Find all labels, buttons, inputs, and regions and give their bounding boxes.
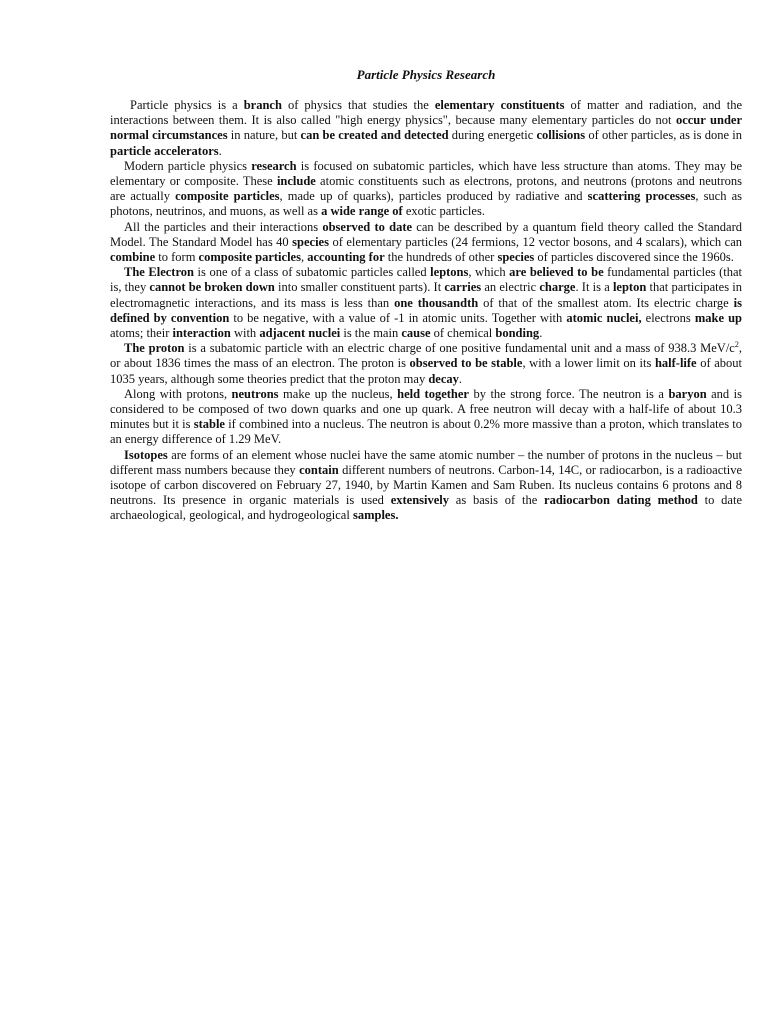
text-run: by the strong force. The neutron is a: [468, 386, 669, 401]
text-run: Modern particle physics: [124, 158, 252, 173]
text-run: .: [218, 143, 222, 158]
bold-term: The proton: [124, 341, 185, 356]
text-run: , such as photons, neutrinos, and muons, as well as: [110, 189, 743, 219]
paragraph-3: [110, 220, 742, 266]
bold-term: are believed to be: [509, 265, 604, 280]
text-run: of other particles, as is done in: [585, 128, 742, 143]
bold-term: composite particles: [198, 250, 301, 265]
text-run: are forms of an element whose nuclei have the same atomic number – the number of protons in the nucleus – but different mass numbers because they: [110, 447, 742, 477]
text-run: All the particles and their interactions: [124, 219, 323, 234]
text-run: with: [230, 326, 260, 341]
bold-term: radiocarbon dating method: [544, 493, 698, 508]
text-run: during energetic: [448, 128, 537, 143]
bold-term: can be created and detected: [300, 128, 449, 143]
bold-term: branch: [243, 98, 282, 112]
text-run: to form: [155, 250, 199, 265]
bold-term: elementary constituents: [434, 98, 565, 112]
bold-term: occur under normal circumstances: [110, 113, 742, 143]
text-run: as basis of the: [449, 493, 545, 508]
text-run: of about 1035 years, although some theories predict that the proton may: [110, 356, 742, 386]
text-run: and is considered to be composed of two down quarks and one up quark. A free neutron will decay with a half-life of about 10.3 minutes but it is: [110, 386, 742, 432]
text-run: to date archaeological, geological, and hydrogeological: [110, 493, 742, 523]
text-run: of particles discovered since the 1960s.: [534, 250, 734, 265]
text-run: of that of the smallest atom. Its electric charge: [478, 295, 734, 310]
text-run: atomic constituents such as electrons, protons, and neutrons (protons and neutrons are actually: [110, 174, 743, 204]
text-run: ,: [300, 250, 308, 265]
text-run: is one of a class of subatomic particles called: [194, 265, 431, 280]
bold-term: neutrons: [231, 386, 279, 401]
document-page: [110, 66, 742, 524]
text-run: of matter and radiation, and the interactions between them. It is also called "high energy physics", because many elementary particles do not: [110, 98, 742, 128]
text-run: can be described by a quantum field theory called the Standard Model. The Standard Model has 40: [110, 219, 742, 249]
bold-term: held together: [397, 386, 469, 401]
text-run: an electric: [481, 280, 540, 295]
paragraph-4: [110, 265, 742, 341]
text-run: is a subatomic particle with an electric charge of one positive fundamental unit and a mass of 938.3 MeV/c: [184, 341, 735, 356]
bold-term: combine: [110, 250, 156, 265]
text-run: .: [539, 326, 543, 341]
text-run: is the main: [340, 326, 402, 341]
text-run: the hundreds of other: [384, 250, 498, 265]
text-run: electrons: [641, 310, 695, 325]
text-run: fundamental particles (that is, they: [110, 265, 743, 295]
bold-term: composite particles: [175, 189, 280, 204]
bold-term: stable: [193, 417, 225, 432]
bold-term: cause: [401, 326, 431, 341]
text-run: make up the nucleus,: [278, 386, 398, 401]
bold-term: cannot be broken down: [149, 280, 275, 295]
text-run: that participates in electromagnetic interactions, and its mass is less than: [110, 280, 742, 310]
bold-term: samples.: [352, 508, 399, 523]
text-run: .: [458, 371, 463, 386]
text-run: of physics that studies the: [281, 98, 435, 112]
bold-term: contain: [299, 462, 339, 477]
text-run: atoms; their: [110, 326, 173, 341]
bold-term: make up: [694, 310, 742, 325]
bold-term: The Electron: [124, 265, 194, 280]
text-run: is focused on subatomic particles, which have less structure than atoms. They may be elementary or composite. These: [110, 158, 742, 189]
bold-term: include: [276, 174, 316, 189]
bold-term: decay: [428, 371, 459, 386]
bold-term: extensively: [390, 493, 450, 508]
superscript: 2: [734, 340, 739, 350]
text-run: to be negative, with a value of -1 in atomic units. Together with: [229, 310, 567, 325]
bold-term: particle accelerators: [110, 143, 219, 158]
bold-term: species: [497, 250, 535, 265]
bold-term: leptons: [430, 265, 469, 280]
text-run: different numbers of neutrons. Carbon-14, 14C, or radiocarbon, is a radioactive isotope of carbon discovered on February 27, 1940, by Martin Kamen and Sam Ruben. Its nucleus contains 6 protons and 8 neutrons. Its presence in organic materials is used: [110, 462, 743, 508]
text-run: of elementary particles (24 fermions, 12 vector bosons, and 4 scalars), which can: [328, 234, 742, 249]
bold-term: half-life: [654, 356, 697, 371]
bold-term: interaction: [172, 326, 231, 341]
bold-term: species: [292, 234, 329, 249]
bold-term: research: [251, 158, 297, 173]
text-run: of chemical: [430, 326, 496, 341]
paragraph-5: [110, 341, 742, 387]
bold-term: one thousandth: [394, 295, 479, 310]
text-run: in nature, but: [227, 128, 301, 143]
text-run: . It is a: [575, 280, 613, 295]
text-run: , made up of quarks), particles produced by radiative and: [279, 189, 588, 204]
paragraph-7: [110, 448, 742, 524]
bold-term: collisions: [536, 128, 586, 143]
bold-term: charge: [539, 280, 576, 295]
text-run: into smaller constituent parts). It: [274, 280, 445, 295]
bold-term: a wide range of: [321, 204, 403, 219]
bold-term: adjacent nuclei: [259, 326, 341, 341]
bold-term: lepton: [612, 280, 647, 295]
bold-term: scattering processes: [587, 189, 696, 204]
text-run: exotic particles.: [402, 204, 485, 219]
bold-term: observed to be stable: [409, 356, 523, 371]
paragraph-6: [110, 387, 742, 448]
paragraph-2: [110, 159, 742, 220]
bold-term: Isotopes: [124, 447, 168, 462]
text-run: , or about 1836 times the mass of an electron. The proton is: [110, 341, 742, 371]
document-body: [110, 98, 742, 524]
document-title: Particle Physics Research: [356, 67, 496, 82]
paragraph-1: [110, 98, 742, 159]
text-run: if combined into a nucleus. The neutron is about 0.2% more massive than a proton, which translates to an energy difference of 1.29 MeV.: [110, 417, 743, 447]
text-run: Particle physics is a: [130, 98, 244, 112]
bold-term: carries: [444, 280, 482, 295]
text-run: , with a lower limit on its: [522, 356, 655, 371]
bold-term: observed to date: [322, 219, 413, 234]
text-run: , which: [468, 265, 510, 280]
bold-term: bonding: [495, 326, 540, 341]
bold-term: is defined by convention: [110, 295, 742, 325]
bold-term: accounting for: [307, 250, 385, 265]
bold-term: baryon: [668, 386, 707, 401]
text-run: Along with protons,: [124, 386, 232, 401]
bold-term: atomic nuclei,: [566, 310, 642, 325]
